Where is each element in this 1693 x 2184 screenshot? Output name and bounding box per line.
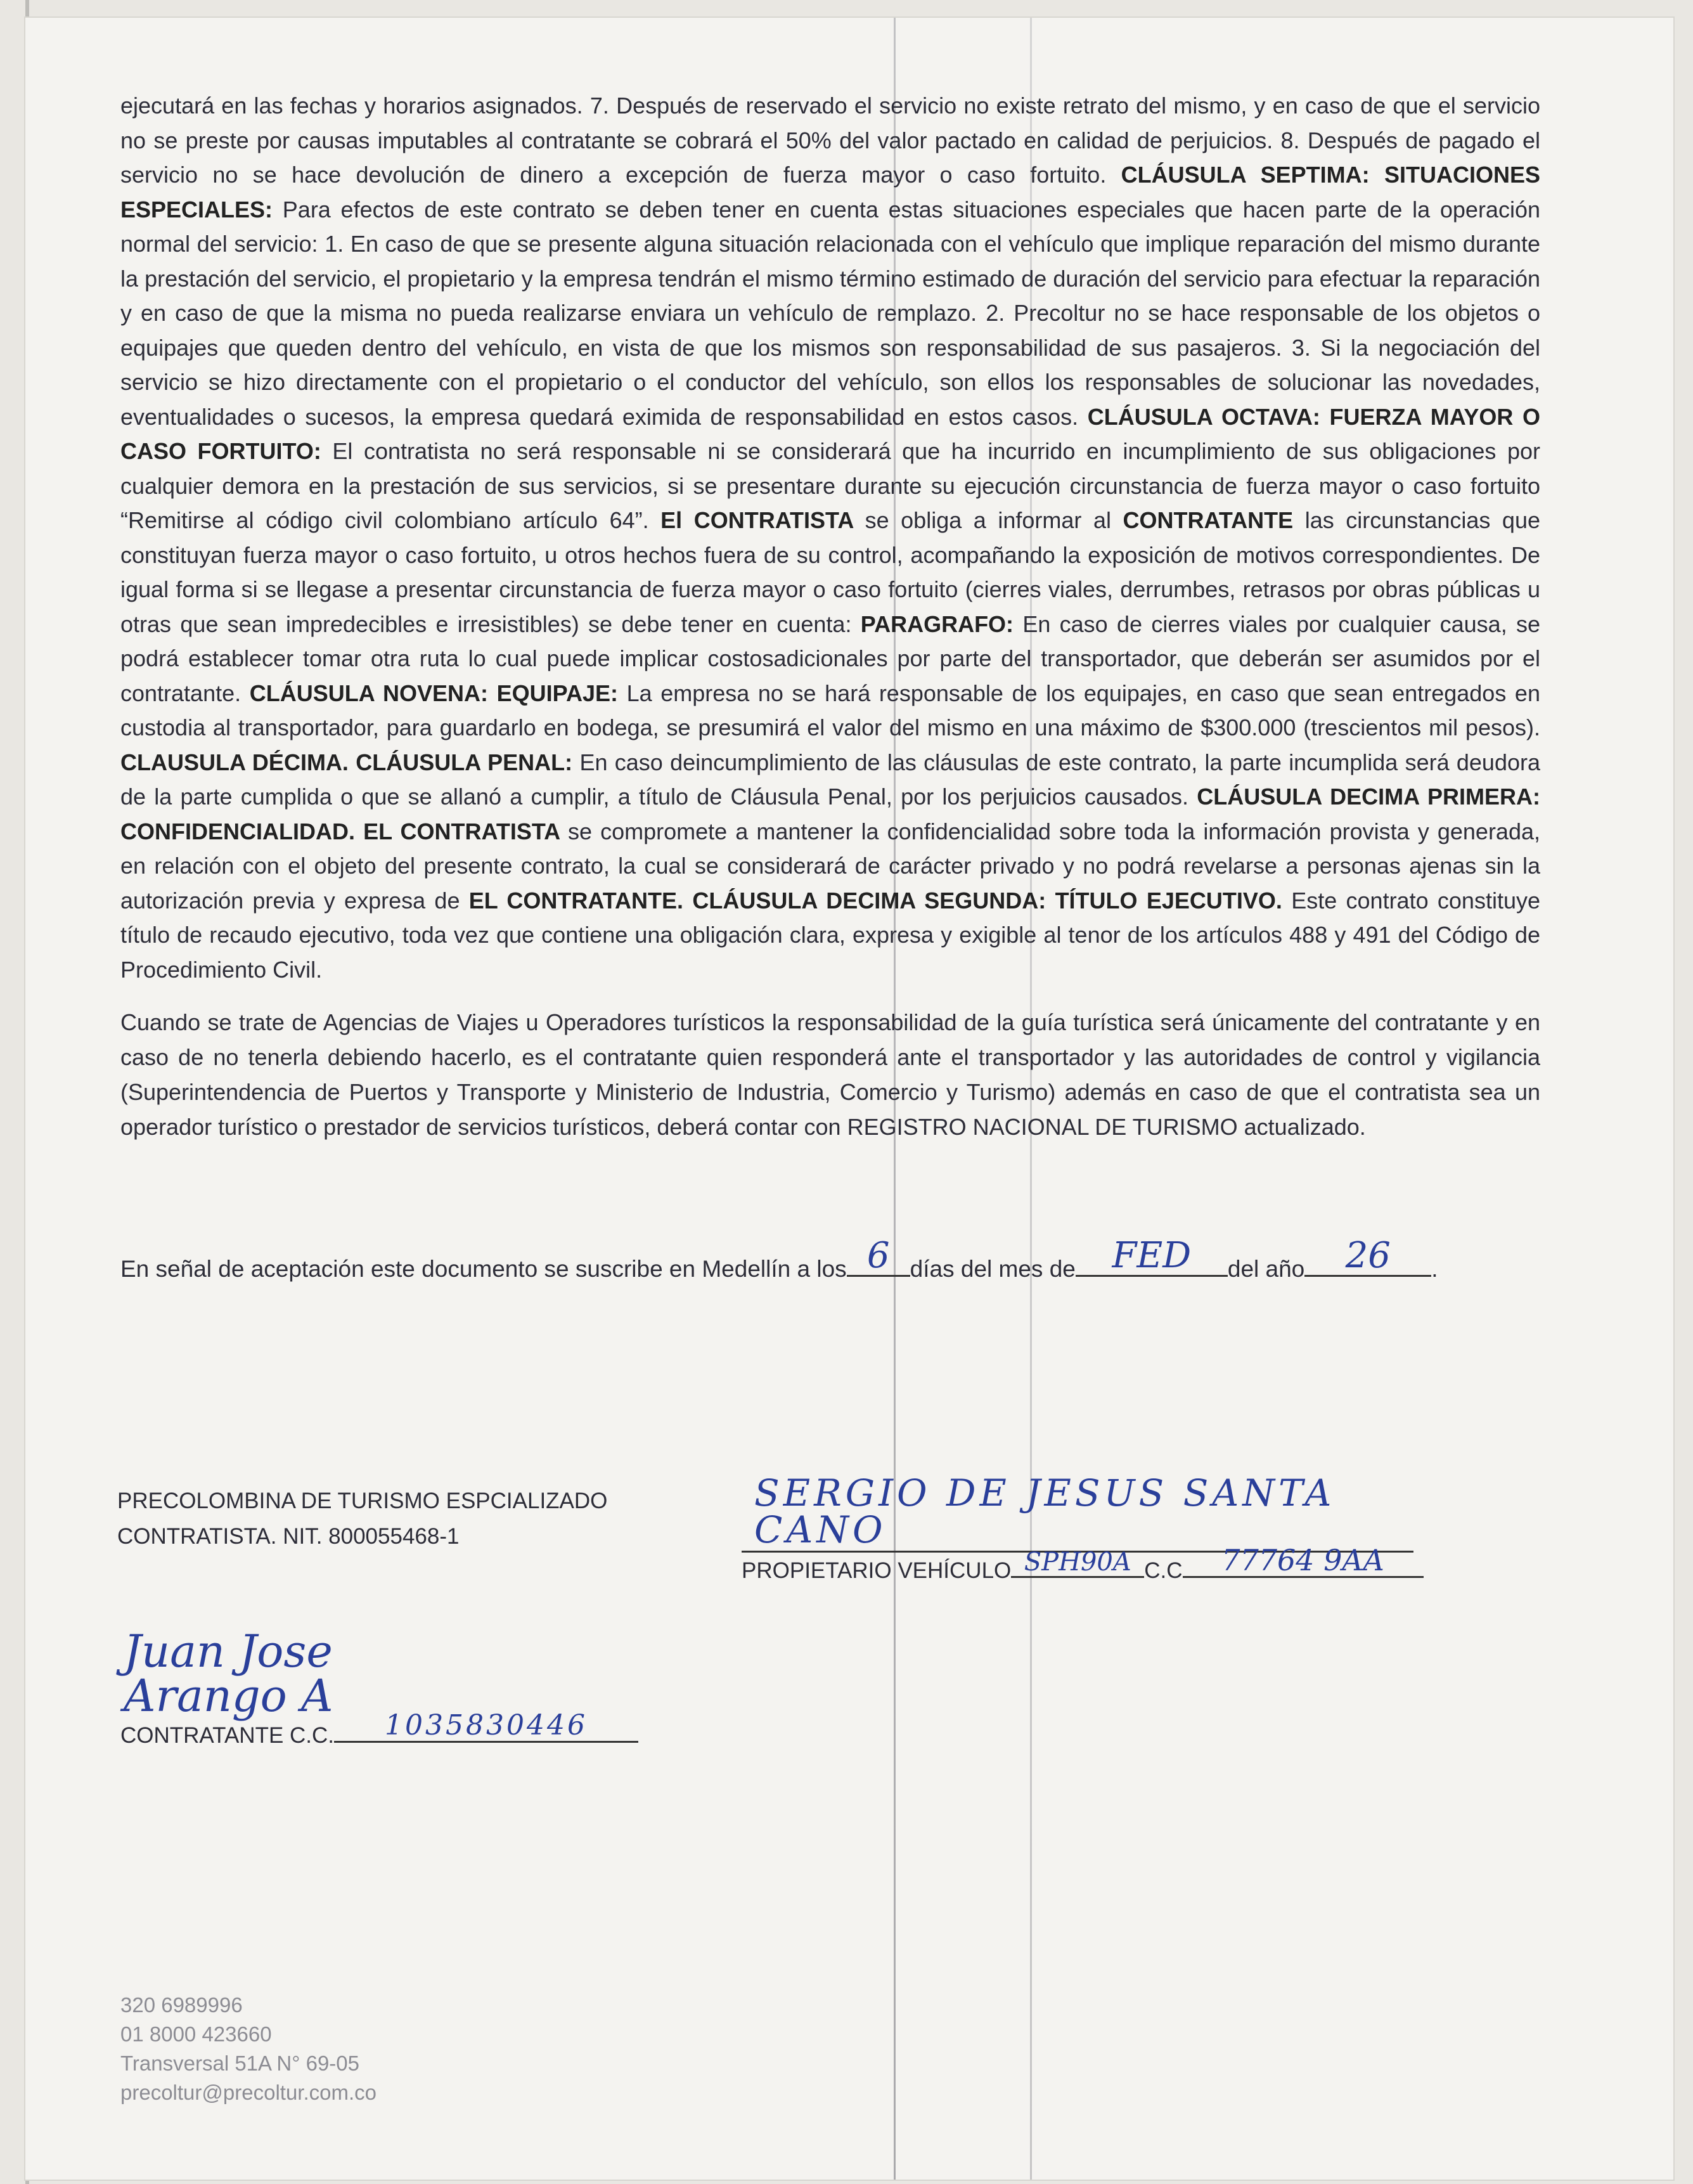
tourism-paragraph: Cuando se trate de Agencias de Viajes u Operadores turísticos la responsabilidad de la guía turística será únicamente del contratante y en caso de no tenerla debiendo hacerlo, es el contratante quien responderá ante el transportador y las autoridades de control y vigilancia (Superintendencia de Puertos y Transporte y Ministerio de Industria, Comercio y Turismo) además en caso de que el contratista sea un operador turístico o prestador de servicios turísticos, deberá contar con REGISTRO NACIONAL DE TURISMO actualizado. (120, 1009, 1540, 1140)
acceptance-prefix: En señal de aceptación este documento se suscribe en Medellín a los (120, 1256, 847, 1282)
plate-handwritten: SPH90A (1024, 1548, 1131, 1577)
clause-bold: El CONTRATISTA (660, 507, 865, 533)
owner-cc-label: C.C (1144, 1558, 1183, 1583)
contratante-label: CONTRATANTE C.C. (120, 1723, 335, 1748)
year-field (1304, 1235, 1431, 1277)
clause-bold: PARAGRAFO: (860, 611, 1023, 637)
year-handwritten: 26 (1345, 1235, 1391, 1276)
clause-text: El contratista no será responsable ni se considerará que ha incurrido en incumplimiento de sus obligaciones por cualquier demora en la prestación de sus servicios, si se presentare durante su ejecución circunstancia de fuerza mayor o caso fortuito “Remitirse al código civil colombiano artículo 64”. (120, 438, 1540, 533)
clause-text: ejecutará en las fechas y horarios asignados. 7. Después de reservado el servicio no existe retrato del mismo, y en caso de que el servicio no se preste por causas imputables al contratante se cobrará el 50% del valor pactado en calidad de perjuicios. 8. Después de pagado el servicio no se hace devolución de dinero a excepción de fuerza mayor o caso fortuito. (120, 93, 1540, 188)
footer-email: precoltur@precoltur.com.co (120, 2081, 377, 2104)
footer-phone: 01 8000 423660 (120, 2022, 272, 2046)
acceptance-end: . (1431, 1256, 1438, 1282)
company-footer (120, 1991, 377, 2107)
contractor-nit: CONTRATISTA. NIT. 800055468-1 (117, 1524, 460, 1549)
clause-heading: EL CONTRATANTE. CLÁUSULA DECIMA SEGUNDA: TÍTULO EJECUTIVO. (468, 887, 1292, 914)
contract-clauses (120, 89, 1540, 987)
days-label: días del mes (910, 1256, 1043, 1282)
clause-heading: CLÁUSULA NOVENA: EQUIPAJE: (249, 680, 627, 706)
owner-label-line (742, 1543, 1424, 1589)
owner-label: PROPIETARIO VEHÍCULO (742, 1558, 1012, 1583)
clause-heading: CLÁUSULA DECIMA PRIMERA: CONFIDENCIALIDAD. EL CONTRATISTA (120, 784, 1540, 844)
owner-cc-handwritten: 77764 9AA (1221, 1543, 1384, 1577)
clause-heading: CLÁUSULA OCTAVA: FUERZA MAYOR O CASO FORTUITO: (120, 403, 1540, 464)
contractor-block (117, 1483, 607, 1554)
day-handwritten: 6 (866, 1235, 890, 1276)
footer-phone: 320 6989996 (120, 1993, 243, 2017)
clause-text: Este contrato constituye título de recaudo ejecutivo, toda vez que contiene una obligación clara, expresa y exigible al tenor de los artículos 488 y 491 del Código de Procedimiento Civil. (120, 887, 1540, 983)
clause-bold: CONTRATANTE (1123, 507, 1305, 533)
contratante-label-line (120, 1709, 638, 1752)
clause-heading: CLAUSULA DÉCIMA. CLÁUSULA PENAL: (120, 749, 580, 775)
contratante-cc-field (334, 1709, 638, 1743)
clause-text: La empresa no se hará responsable de los equipajes, en caso que sean entregados en custodia al transportador, para guardarlo en bodega, se presumirá el valor del mismo en una máximo de $300.000 (trescientos mil pesos). (120, 680, 1540, 740)
owner-signature: SERGIO DE JESUS SANTA CANO (754, 1471, 1336, 1551)
day-field (847, 1235, 910, 1277)
contratante-signature: Juan Jose Arango A (124, 1625, 333, 1722)
clause-text: se compromete a mantener la confidencialidad sobre toda la información provista y generada, en relación con el objeto del presente contrato, la cual se considerará de carácter privado y no podrá revelarse a personas ajenas sin la autorización previa y expresa de (120, 818, 1541, 914)
month-handwritten: FED (1112, 1235, 1192, 1276)
clause-text: se obliga a informar al (865, 507, 1123, 533)
month-field (1076, 1235, 1228, 1277)
plate-field (1011, 1547, 1144, 1578)
clause-text: En caso deincumplimiento de las cláusulas de este contrato, la parte incumplida será deudora de la parte cumplida o que se allanó a cumplir, a título de Cláusula Penal, por los perjuicios causados. (120, 749, 1540, 810)
clause-text: En caso de cierres viales por cualquier causa, se podrá establecer tomar otra ruta lo cual puede implicar costosadicionales por parte del transportador, que deberán ser asumidos por el contratante. (120, 611, 1541, 706)
footer-address: Transversal 51A N° 69-05 (120, 2052, 359, 2075)
year-label: del año (1227, 1256, 1305, 1282)
clause-text: Para efectos de este contrato se deben tener en cuenta estas situaciones especiales que hacen parte de la operación normal del servicio: 1. En caso de que se presente alguna situación relacionada con el vehículo que implique reparación del mismo durante la prestación del servicio, el propietario y la empresa tendrán el mismo término estimado de duración del servicio para efectuar la reparación y en caso de que la misma no pueda realizarse enviara un vehículo de remplazo. 2. Precoltur no se hace responsable de los objetos o equipajes que queden dentro del vehículo, en vista de que los mismos son responsabilidad de sus pasajeros. 3. Si la negociación del servicio se hizo directamente con el propietario o el conductor del vehículo, son ellos los responsables de solucionar las novedades, eventualidades o sucesos, la empresa quedará eximida de responsabilidad en estos casos. (120, 196, 1540, 430)
de-label: de (1049, 1256, 1076, 1282)
clause-heading: CLÁUSULA SEPTIMA: SITUACIONES ESPECIALES: (120, 162, 1540, 223)
owner-cc-field (1183, 1543, 1424, 1578)
contratante-signature-area (120, 1625, 488, 1722)
clause-text: las circunstancias que constituyan fuerza mayor o caso fortuito, u otros hechos fuera de su control, acompañando la exposición de motivos correspondientes. De igual forma si se llegase a presentar circunstancia de fuerza mayor o caso fortuito (cierres viales, derrumbes, retrasos por obras públicas u otras que sean impredecibles e irresistibles) se debe tener en cuenta: (120, 507, 1540, 637)
contratante-cc-handwritten: 1035830446 (385, 1709, 588, 1741)
acceptance-line (120, 1235, 1540, 1287)
contractor-name: PRECOLOMBINA DE TURISMO ESPCIALIZADO (117, 1489, 608, 1513)
